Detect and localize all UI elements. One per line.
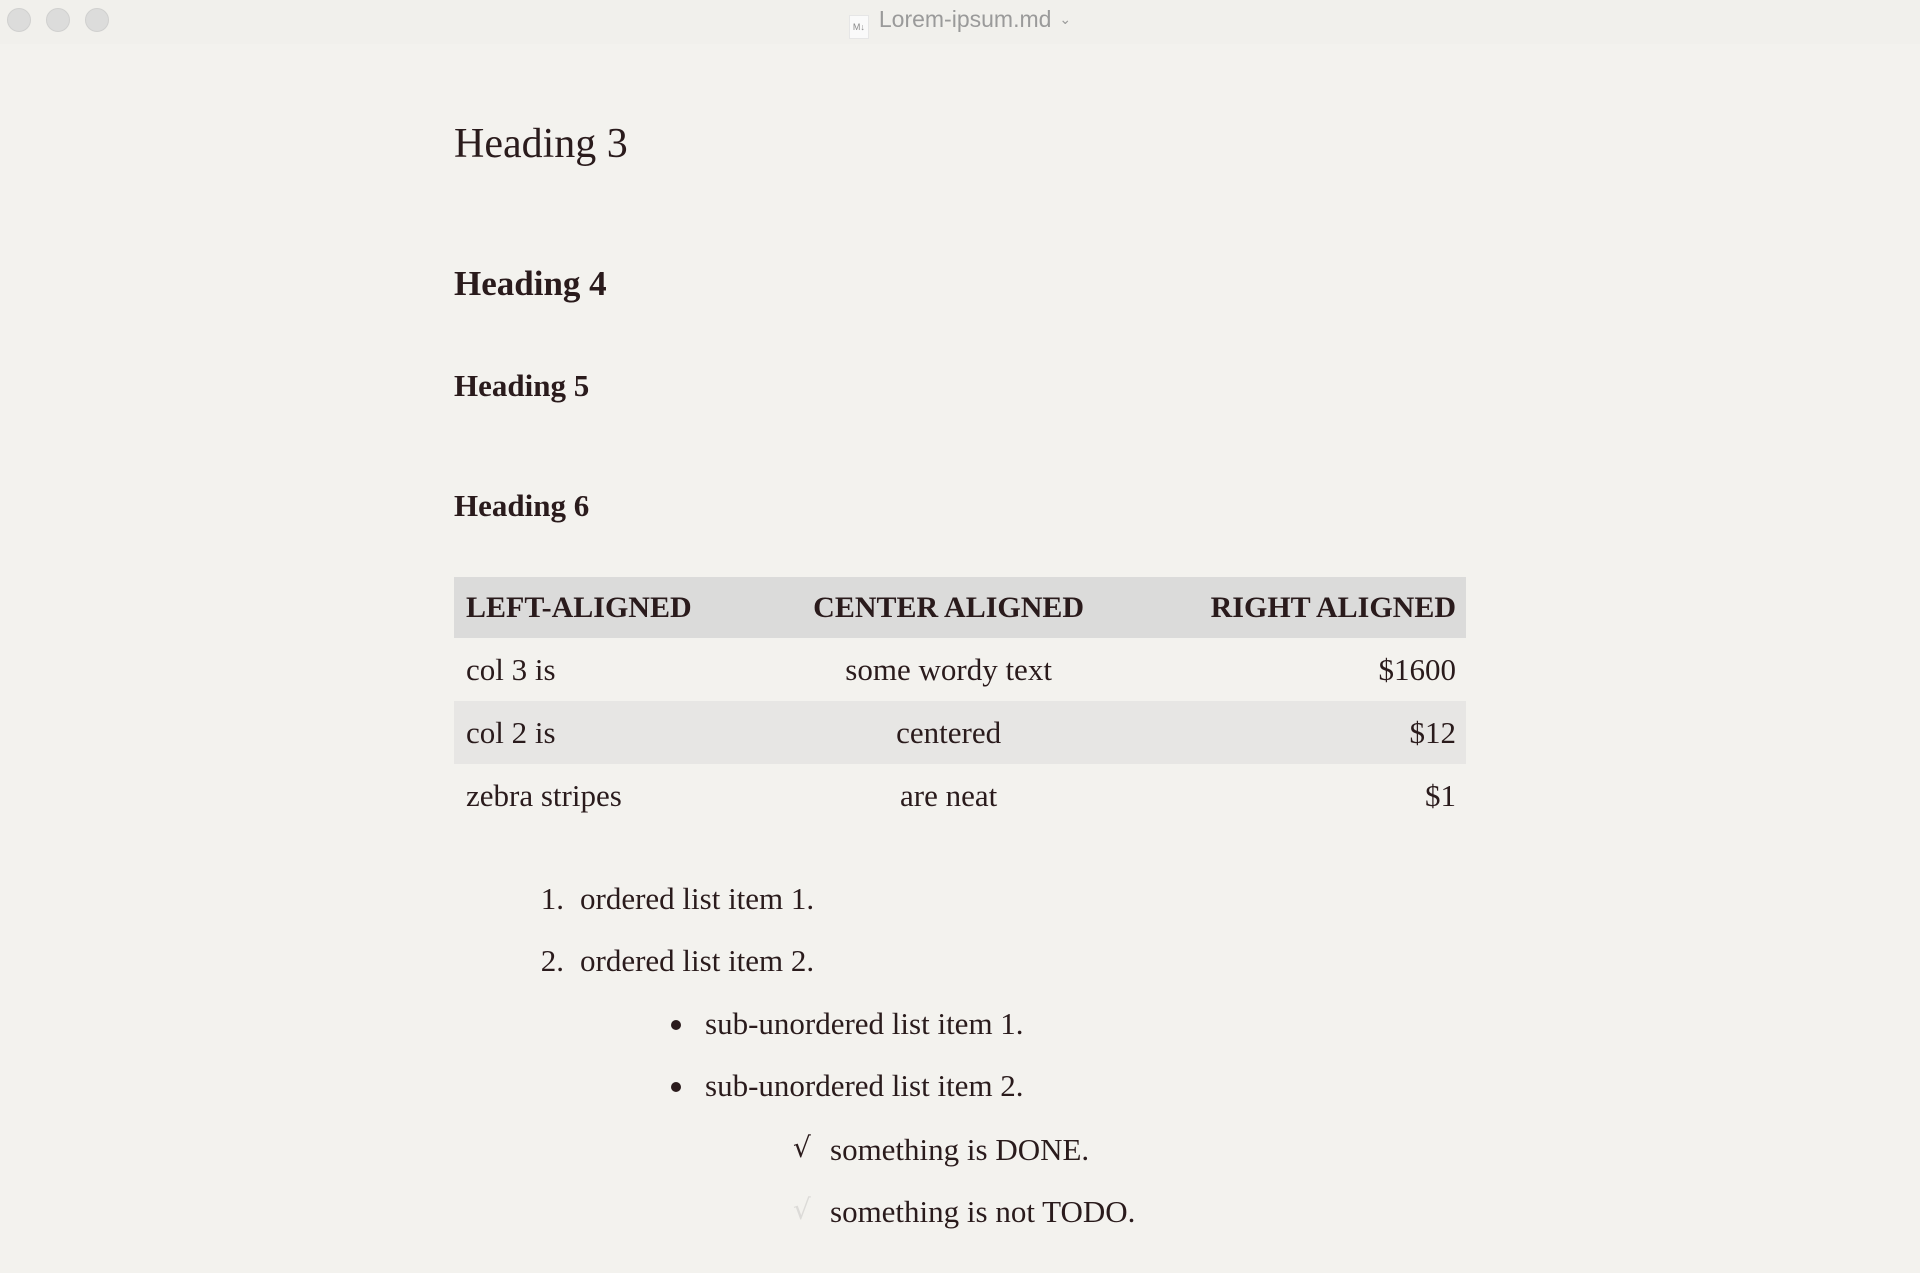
task-item: something is not TODO. <box>830 1194 1136 1229</box>
column-header: LEFT-ALIGNED <box>454 577 764 638</box>
table-cell: centered <box>764 701 1131 764</box>
table-cell: $1600 <box>1378 651 1456 687</box>
table-cell: $1 <box>1425 777 1456 813</box>
task-item: something is DONE. <box>830 1132 1090 1167</box>
heading-6: Heading 6 <box>454 488 590 523</box>
table-row <box>454 701 1466 764</box>
list-item: sub-unordered list item 1. <box>705 1006 1024 1041</box>
checked-task-checkbox[interactable]: √ <box>793 1131 811 1164</box>
list-item: ordered list item 2. <box>580 943 815 978</box>
bullet-icon <box>671 1082 681 1092</box>
title-bar <box>0 0 1920 44</box>
window-title-text: Lorem-ipsum.md <box>878 6 1052 32</box>
table-row <box>454 764 1466 827</box>
table-cell: col 3 is <box>466 651 556 687</box>
column-header: RIGHT ALIGNED <box>1131 577 1466 638</box>
table-cell: col 2 is <box>454 701 764 764</box>
column-header: CENTER ALIGNED <box>764 577 1131 638</box>
bullet-icon <box>671 1020 681 1030</box>
markdown-file-icon: M↓ <box>849 15 869 39</box>
heading-4: Heading 4 <box>454 264 607 303</box>
table-cell: some wordy text <box>845 651 1052 687</box>
list-marker: 1. <box>540 881 564 916</box>
table-row <box>454 638 1466 701</box>
unchecked-task-checkbox[interactable]: √ <box>793 1193 811 1226</box>
window-title[interactable] <box>0 6 1920 39</box>
table-cell: zebra stripes <box>466 777 622 813</box>
table-cell: are neat <box>900 777 998 813</box>
table-header-row <box>454 577 1466 638</box>
list-item: sub-unordered list item 2. <box>705 1068 1024 1103</box>
data-table <box>454 577 1466 827</box>
list-marker: 2. <box>540 943 564 978</box>
heading-3: Heading 3 <box>454 121 628 167</box>
table-cell: $12 <box>1131 701 1466 764</box>
chevron-down-icon[interactable]: ⌄ <box>1059 11 1072 27</box>
list-item: ordered list item 1. <box>580 881 815 916</box>
heading-5: Heading 5 <box>454 368 590 403</box>
